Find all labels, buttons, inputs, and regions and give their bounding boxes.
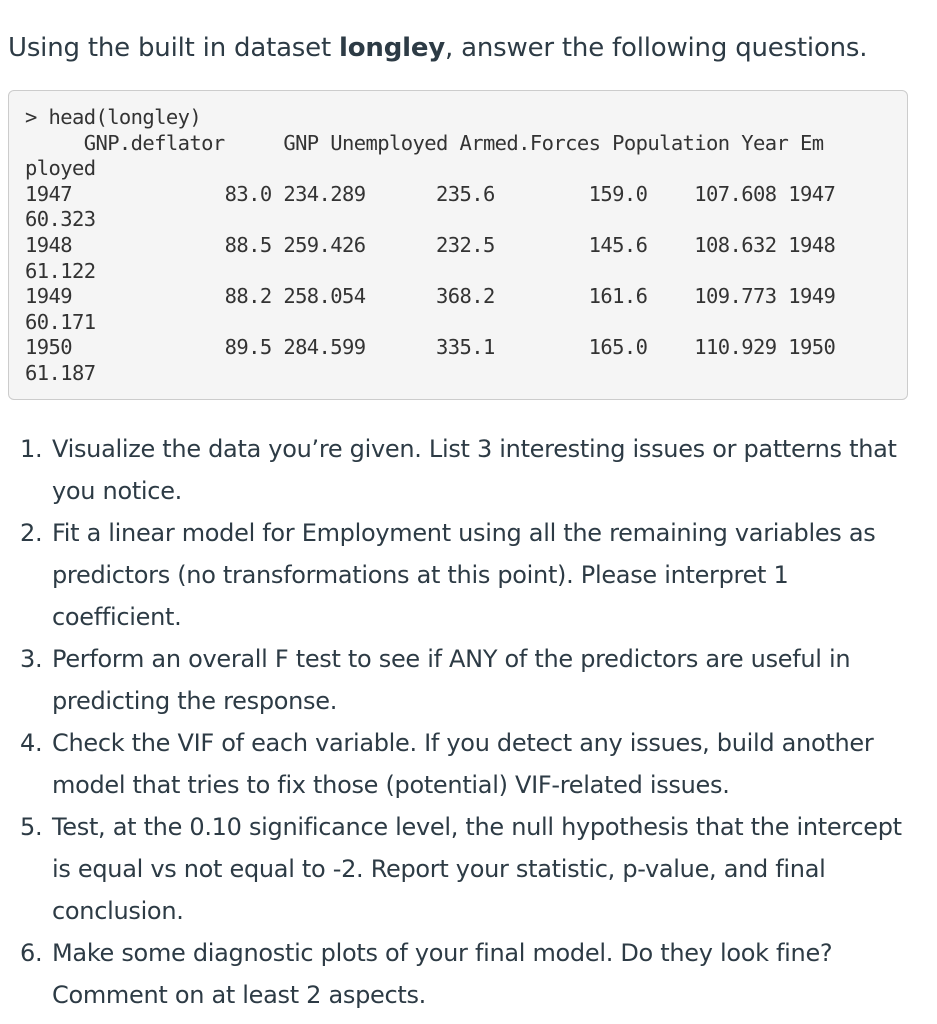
code-line: 60.323 bbox=[25, 207, 96, 232]
code-line: 1948 88.5 259.426 232.5 145.6 108.632 1948 bbox=[25, 232, 836, 257]
code-line: 60.171 bbox=[25, 309, 96, 334]
question-text: Make some diagnostic plots of your final model. Do they look fine? Comment on at least 2 aspects. bbox=[52, 939, 833, 1009]
code-line: ployed bbox=[25, 156, 96, 181]
question-text: Check the VIF of each variable. If you detect any issues, build another model that tries to fix those (potential) VIF-related issues. bbox=[52, 729, 874, 799]
question-item bbox=[0, 638, 937, 722]
code-line: GNP.deflator GNP Unemployed Armed.Forces Population Year Em bbox=[25, 130, 824, 155]
code-line: 1947 83.0 234.289 235.6 159.0 107.608 1947 bbox=[25, 181, 836, 206]
intro-paragraph bbox=[8, 28, 867, 68]
code-line: 1950 89.5 284.599 335.1 165.0 110.929 1950 bbox=[25, 335, 836, 360]
question-number: 2. bbox=[20, 519, 43, 547]
code-line: 1949 88.2 258.054 368.2 161.6 109.773 1949 bbox=[25, 284, 836, 309]
code-line: > head(longley) bbox=[25, 105, 202, 129]
question-text: Perform an overall F test to see if ANY of the predictors are useful in predicting the response. bbox=[52, 645, 851, 715]
dataset-name: longley bbox=[339, 33, 446, 63]
question-list bbox=[0, 428, 937, 1016]
code-line: 61.187 bbox=[25, 360, 96, 385]
question-item bbox=[0, 806, 937, 932]
code-block bbox=[8, 90, 908, 400]
question-text: Visualize the data you’re given. List 3 interesting issues or patterns that you notice. bbox=[52, 435, 897, 505]
question-number: 1. bbox=[20, 435, 43, 463]
question-item bbox=[0, 932, 937, 1016]
intro-suffix: , answer the following questions. bbox=[445, 33, 868, 63]
question-number: 6. bbox=[20, 939, 43, 967]
question-item bbox=[0, 512, 937, 638]
code-line: 61.122 bbox=[25, 258, 96, 283]
question-number: 3. bbox=[20, 645, 43, 673]
question-text: Test, at the 0.10 significance level, the null hypothesis that the intercept is equal vs not equal to -2. Report your statistic, p-value, and final conclusion. bbox=[52, 813, 902, 925]
question-number: 4. bbox=[20, 729, 43, 757]
question-text: Fit a linear model for Employment using all the remaining variables as predictors (no transformations at this point). Please interpret 1 coefficient. bbox=[52, 519, 876, 631]
code-output bbox=[25, 105, 907, 387]
question-number: 5. bbox=[20, 813, 43, 841]
question-item bbox=[0, 722, 937, 806]
intro-prefix: Using the built in dataset bbox=[8, 33, 340, 63]
question-item bbox=[0, 428, 937, 512]
